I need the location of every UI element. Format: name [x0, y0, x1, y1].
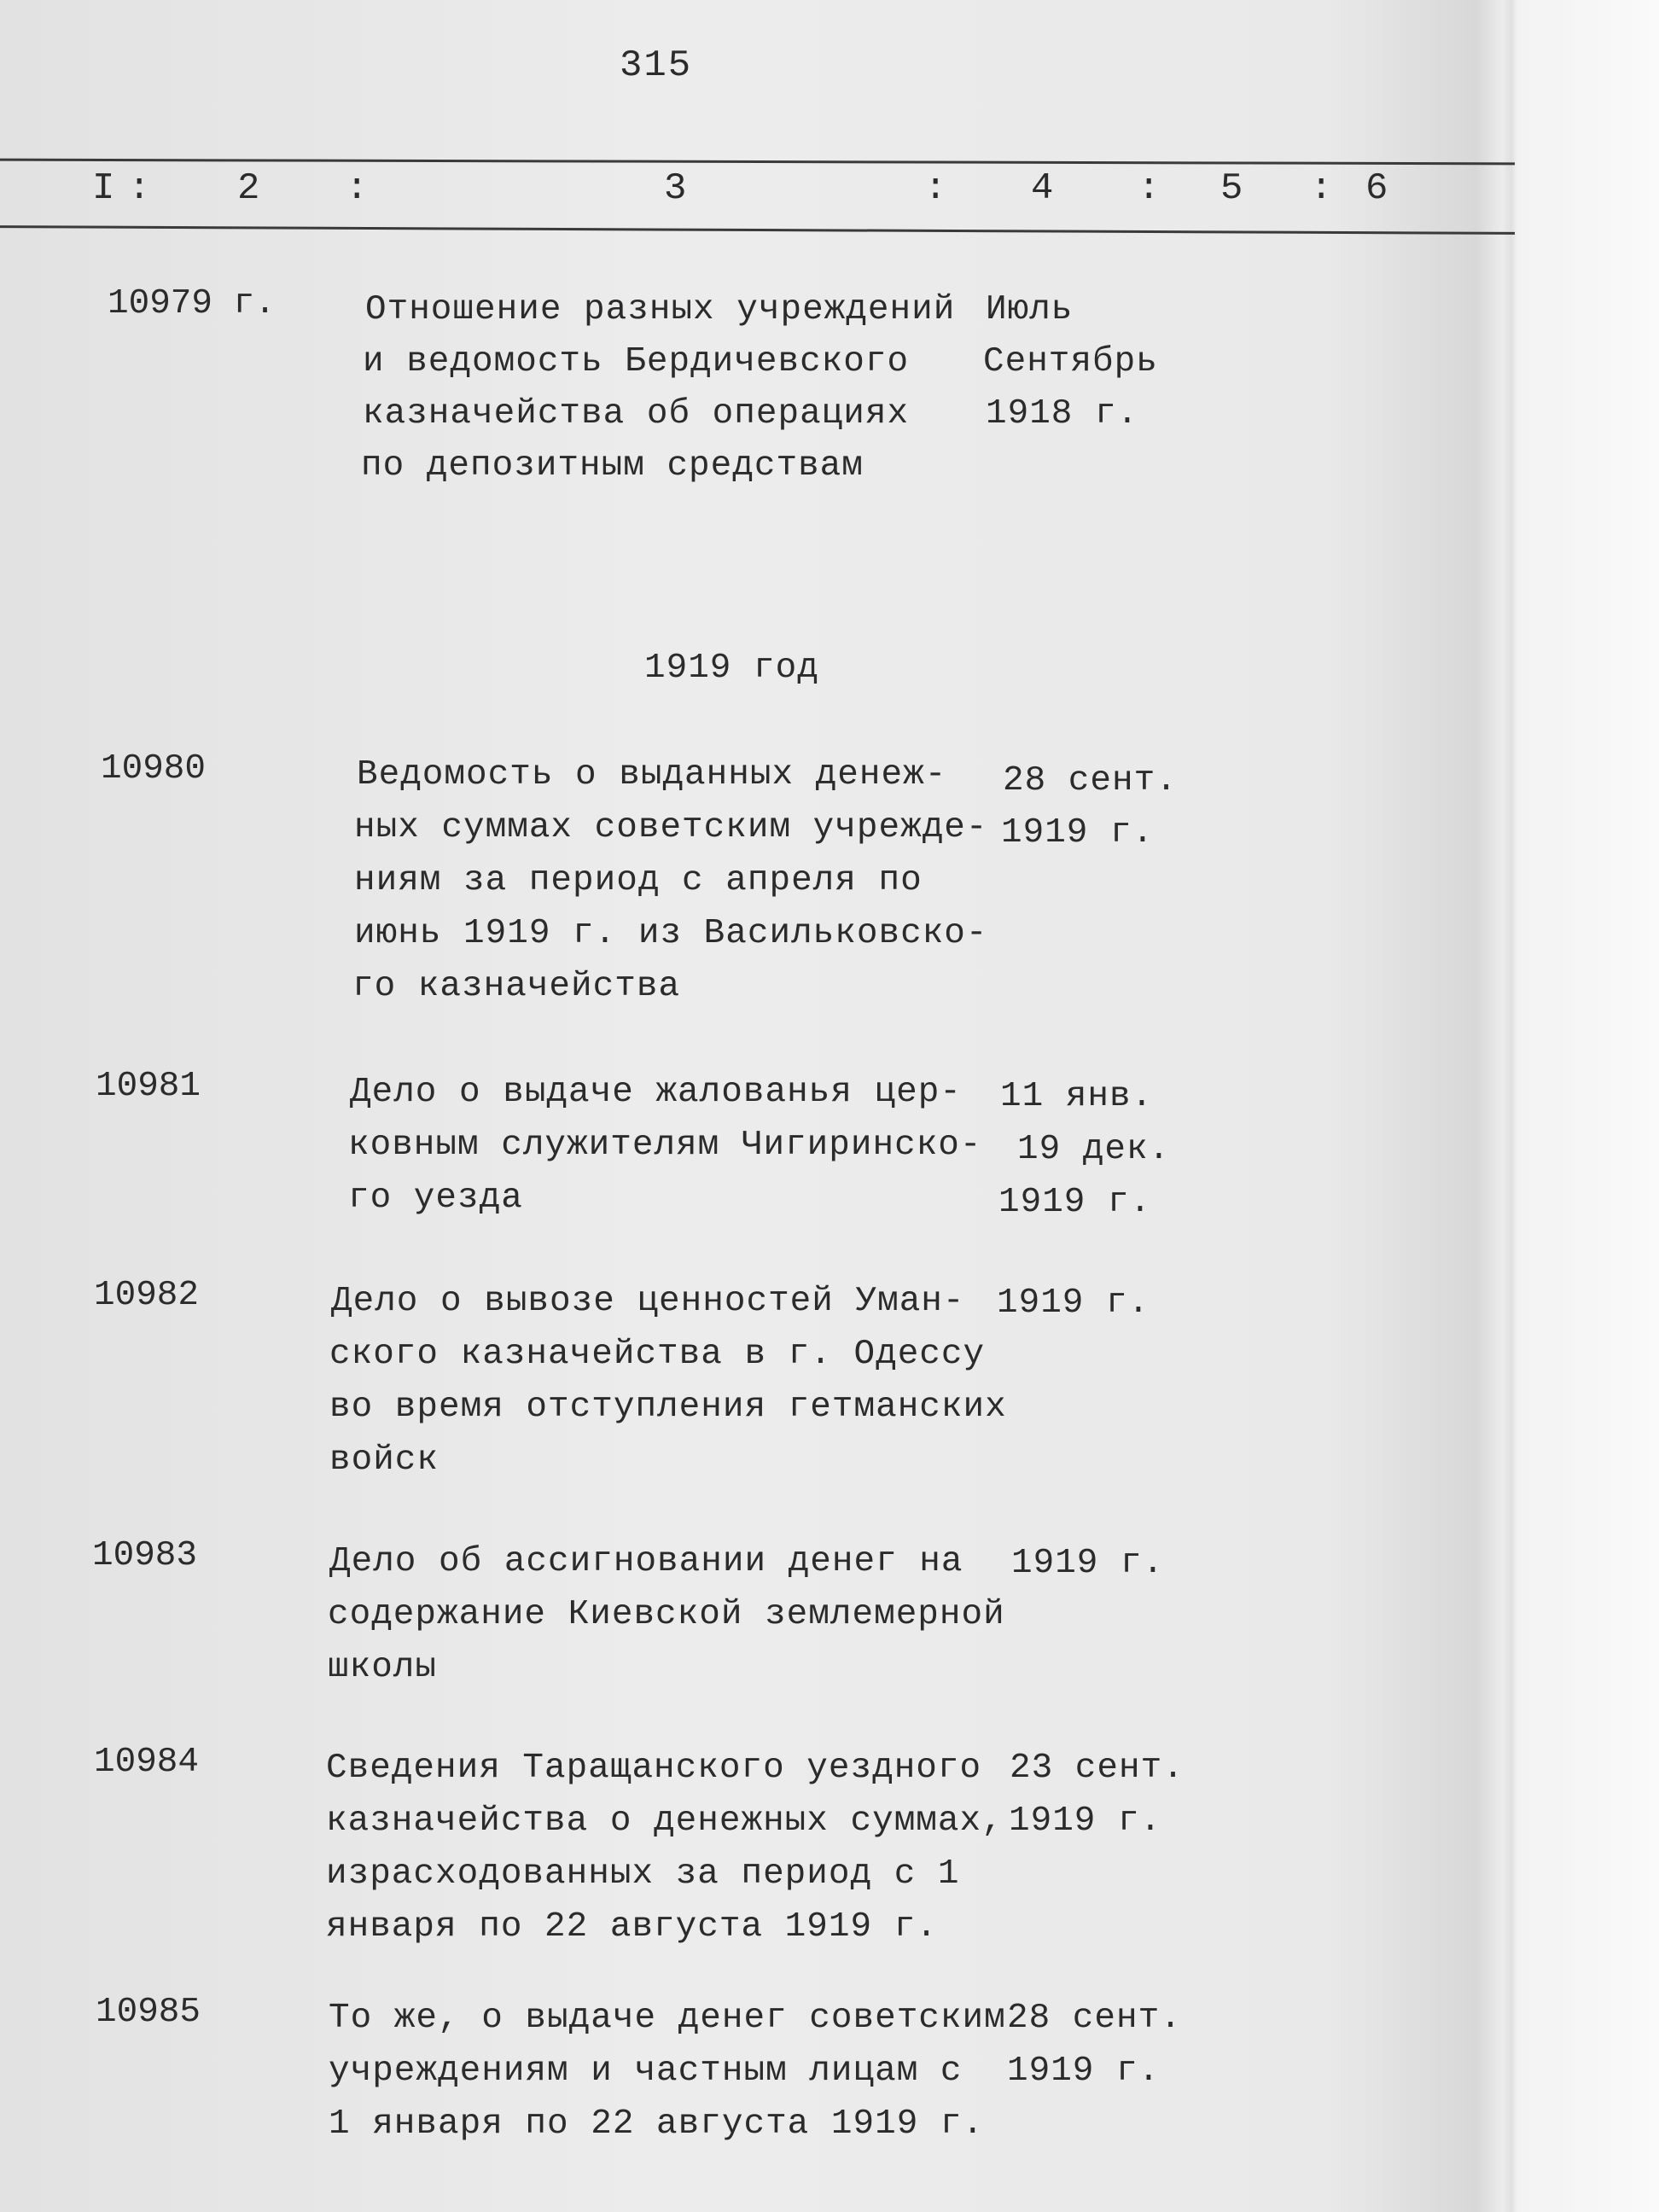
entry-title-line: войск [329, 1441, 439, 1480]
entry-title-line: Ведомость о выданных денеж- [357, 755, 947, 795]
entry-title-line: го казначейства [352, 967, 681, 1006]
column-separator: : [1310, 167, 1333, 210]
entry-title-line: ных суммах советским учрежде- [354, 808, 988, 847]
column-separator: : [1138, 167, 1161, 210]
column-header-1: I [92, 167, 115, 210]
entry-title-line: израсходованных за период с 1 [326, 1854, 960, 1894]
header-rule-top [0, 159, 1515, 166]
column-header-2: 2 [237, 167, 260, 210]
entry-date-line: 1919 г. [997, 1284, 1150, 1323]
entry-number: 10979 г. [108, 284, 276, 323]
entry-title-line: содержание Киевской землемерной [328, 1595, 1005, 1634]
entry-number: 10981 [96, 1067, 201, 1106]
column-header-6: 6 [1365, 167, 1388, 210]
entry-number: 10980 [101, 749, 207, 789]
entry-title-line: школы [328, 1648, 438, 1687]
column-header-3: 3 [664, 167, 687, 210]
entry-date-line: Июль [986, 290, 1074, 329]
entry-date-line: 11 янв. [1000, 1077, 1154, 1116]
entry-date-line: 1919 г. [1007, 2052, 1161, 2091]
entry-date-line: 1918 г. [986, 394, 1139, 434]
column-separator: : [128, 167, 151, 210]
entry-title-line: 1 января по 22 августа 1919 г. [329, 2104, 985, 2144]
column-header-5: 5 [1220, 167, 1243, 210]
entry-date-line: 19 дек. [1017, 1130, 1171, 1169]
entry-title-line: го уезда [348, 1179, 523, 1218]
entry-title-line: учреждениям и частным лицам с [329, 2052, 963, 2091]
page-edge-shadow [1502, 0, 1517, 2212]
column-separator: : [924, 167, 947, 210]
page-number: 315 [620, 44, 693, 87]
entry-title-line: ниям за период с апреля по [354, 861, 923, 900]
entry-title-line: Дело об ассигновании денег на [329, 1542, 963, 1581]
entry-date-line: Сентябрь [983, 342, 1158, 381]
header-rule-bottom [0, 225, 1515, 235]
entry-title-line: по депозитным средствам [361, 446, 864, 486]
entry-date-line: 28 сент. [1007, 1999, 1182, 2038]
entry-title-line: Дело о выдаче жалованья цер- [350, 1073, 962, 1112]
entry-title-line: То же, о выдаче денег советским [329, 1999, 1006, 2038]
entry-title-line: казначейства о денежных суммах, [326, 1802, 1004, 1841]
section-heading-year: 1919 год [644, 649, 819, 688]
entry-title-line: Дело о вывозе ценностей Уман- [331, 1282, 965, 1321]
entry-number: 10985 [96, 1993, 201, 2032]
entry-title-line: января по 22 августа 1919 г. [326, 1907, 938, 1947]
entry-title-line: казначейства об операциях [363, 394, 910, 434]
column-separator: : [346, 167, 369, 210]
entry-date-line: 1919 г. [1011, 1544, 1165, 1583]
entry-title-line: и ведомость Бердичевского [363, 342, 910, 381]
entry-number: 10982 [94, 1276, 200, 1315]
entry-title-line: во время отступления гетманских [329, 1388, 1007, 1427]
entry-date-line: 23 сент. [1010, 1749, 1185, 1788]
column-header-4: 4 [1031, 167, 1054, 210]
entry-date-line: 1919 г. [998, 1183, 1152, 1222]
entry-title-line: Отношение разных учреждений [365, 290, 956, 329]
entry-title-line: ского казначейства в г. Одессу [329, 1335, 986, 1374]
entry-date-line: 1919 г. [1001, 813, 1155, 853]
entry-date-line: 1919 г. [1009, 1802, 1162, 1841]
entry-number: 10983 [92, 1536, 198, 1575]
entry-number: 10984 [94, 1743, 200, 1782]
entry-date-line: 28 сент. [1003, 761, 1178, 800]
entry-title-line: ковным служителям Чигиринско- [348, 1126, 982, 1165]
entry-title-line: июнь 1919 г. из Васильковско- [354, 914, 988, 953]
entry-title-line: Сведения Таращанского уездного [326, 1749, 982, 1788]
